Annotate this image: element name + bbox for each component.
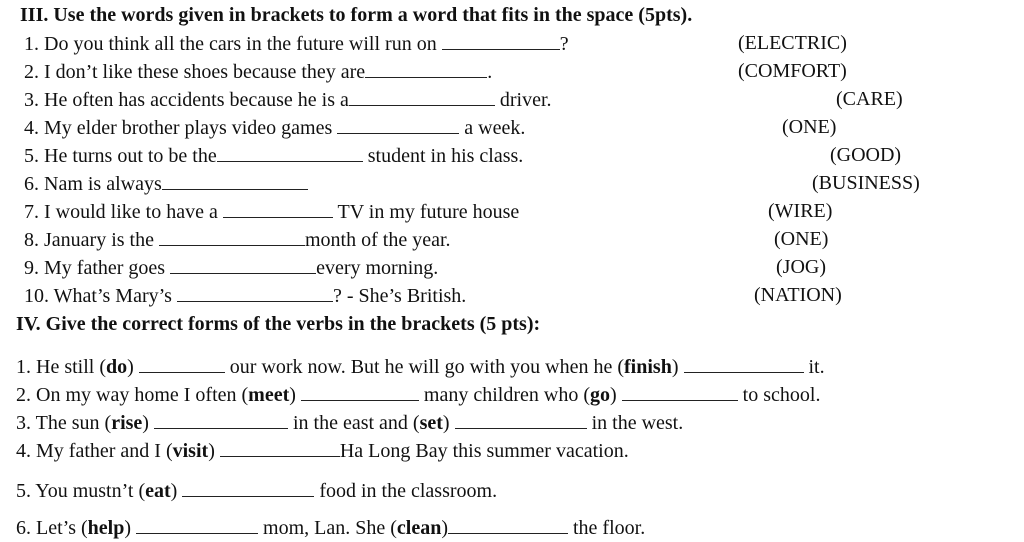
bracket-word: (ELECTRIC) bbox=[738, 32, 847, 54]
bracket-word: (NATION) bbox=[754, 284, 842, 306]
exercise-3-item-1: 1. Do you think all the cars in the future will run on ? bbox=[24, 33, 569, 55]
section-3-heading: III. Use the words given in brackets to form a word that fits in the space (5pts). bbox=[20, 4, 693, 26]
answer-blank[interactable] bbox=[301, 382, 419, 401]
answer-blank[interactable] bbox=[442, 31, 560, 50]
answer-blank[interactable] bbox=[177, 283, 333, 302]
exercise-3-item-7: 7. I would like to have a TV in my future house bbox=[24, 201, 520, 223]
answer-blank[interactable] bbox=[170, 255, 316, 274]
bracket-word: (COMFORT) bbox=[738, 60, 847, 82]
exercise-3-item-8: 8. January is the month of the year. bbox=[24, 229, 451, 251]
exercise-3-item-10: 10. What’s Mary’s ? - She’s British. bbox=[24, 285, 467, 307]
exercise-3-item-3: 3. He often has accidents because he is a driver. bbox=[24, 89, 552, 111]
answer-blank[interactable] bbox=[136, 515, 258, 534]
answer-blank[interactable] bbox=[217, 143, 363, 162]
bracket-word: (ONE) bbox=[782, 116, 837, 138]
answer-blank[interactable] bbox=[349, 87, 495, 106]
exercise-4-item-6: 6. Let’s (help) mom, Lan. She (clean) the floor. bbox=[16, 517, 646, 539]
exercise-3-item-4: 4. My elder brother plays video games a week. bbox=[24, 117, 526, 139]
exercise-4-item-4: 4. My father and I (visit) Ha Long Bay this summer vacation. bbox=[16, 440, 629, 462]
bracket-word: (WIRE) bbox=[768, 200, 833, 222]
answer-blank[interactable] bbox=[223, 199, 333, 218]
answer-blank[interactable] bbox=[684, 354, 804, 373]
exercise-4-item-3: 3. The sun (rise) in the east and (set) in the west. bbox=[16, 412, 684, 434]
answer-blank[interactable] bbox=[365, 59, 487, 78]
answer-blank[interactable] bbox=[154, 410, 288, 429]
bracket-word: (JOG) bbox=[776, 256, 826, 278]
exercise-4-item-1: 1. He still (do) our work now. But he will go with you when he (finish) it. bbox=[16, 356, 825, 378]
answer-blank[interactable] bbox=[182, 478, 314, 497]
bracket-word: (CARE) bbox=[836, 88, 903, 110]
answer-blank[interactable] bbox=[139, 354, 225, 373]
exercise-3-item-2: 2. I don’t like these shoes because they are . bbox=[24, 61, 493, 83]
bracket-word: (BUSINESS) bbox=[812, 172, 920, 194]
answer-blank[interactable] bbox=[162, 171, 308, 190]
exercise-3-item-6: 6. Nam is always bbox=[24, 171, 308, 196]
section-4-heading: IV. Give the correct forms of the verbs in the brackets (5 pts): bbox=[16, 313, 541, 335]
bracket-word: (ONE) bbox=[774, 228, 829, 250]
exercise-3-item-9: 9. My father goes every morning. bbox=[24, 257, 439, 279]
exercise-4-item-2: 2. On my way home I often (meet) many children who (go) to school. bbox=[16, 384, 821, 406]
bracket-word: (GOOD) bbox=[830, 144, 902, 166]
exercise-4-item-5: 5. You mustn’t (eat) food in the classroom. bbox=[16, 480, 498, 502]
answer-blank[interactable] bbox=[448, 515, 568, 534]
answer-blank[interactable] bbox=[622, 382, 738, 401]
exercise-3-item-5: 5. He turns out to be the student in his class. bbox=[24, 145, 524, 167]
answer-blank[interactable] bbox=[220, 438, 340, 457]
answer-blank[interactable] bbox=[455, 410, 587, 429]
answer-blank[interactable] bbox=[159, 227, 305, 246]
answer-blank[interactable] bbox=[337, 115, 459, 134]
